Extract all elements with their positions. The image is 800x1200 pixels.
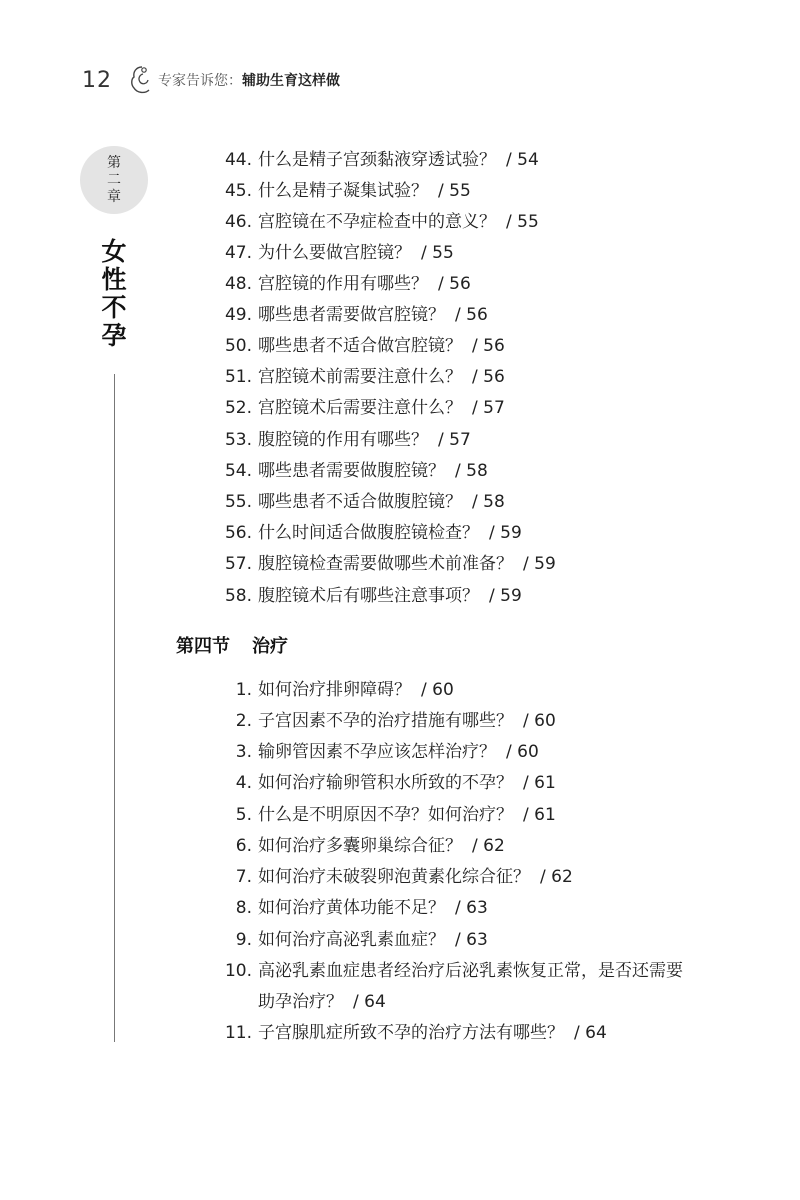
entry-page: / 58 xyxy=(472,492,505,512)
entry-number: 8. xyxy=(235,898,252,918)
section-label: 第四节 xyxy=(176,636,230,657)
entry-text: 如何治疗高泌乳素血症？ xyxy=(258,930,445,950)
chapter-title-char: 女 xyxy=(101,237,127,266)
entry-number: 1. xyxy=(235,680,252,700)
toc-entry[interactable] xyxy=(214,150,539,170)
entry-number: 48. xyxy=(224,274,252,294)
entry-text: 什么是精子宫颈黏液穿透试验？ xyxy=(258,150,496,170)
entry-text: 宫腔镜在不孕症检查中的意义？ xyxy=(258,212,496,232)
book-title: 辅助生育这样做 xyxy=(242,73,340,89)
entry-page: / 55 xyxy=(506,212,539,232)
toc-entry[interactable] xyxy=(214,930,488,950)
entry-text: 腹腔镜的作用有哪些？ xyxy=(258,430,428,450)
entry-page: / 56 xyxy=(438,274,471,294)
toc-entry[interactable] xyxy=(214,1023,607,1043)
entry-text: 如何治疗输卵管积水所致的不孕？ xyxy=(258,773,513,793)
entry-text: 如何治疗多囊卵巢综合征？ xyxy=(258,836,462,856)
entry-page: / 58 xyxy=(455,461,488,481)
entry-text: 宫腔镜的作用有哪些？ xyxy=(258,274,428,294)
chapter-number-char: 第 xyxy=(107,154,121,171)
toc-entry[interactable] xyxy=(214,492,505,512)
toc-entry-continuation[interactable] xyxy=(258,992,386,1012)
toc-entry[interactable] xyxy=(214,305,488,325)
entry-page: / 61 xyxy=(523,805,556,825)
toc-entry[interactable] xyxy=(214,867,573,887)
toc-entry[interactable] xyxy=(214,773,556,793)
entry-number: 57. xyxy=(224,554,252,574)
entry-number: 49. xyxy=(224,305,252,325)
toc-entry[interactable] xyxy=(214,805,556,825)
entry-number: 44. xyxy=(224,150,252,170)
entry-number: 52. xyxy=(224,398,252,418)
chapter-title xyxy=(96,238,132,350)
chapter-number-char: 章 xyxy=(107,188,121,205)
entry-number: 7. xyxy=(235,867,252,887)
entry-number: 9. xyxy=(235,930,252,950)
entry-page: / 60 xyxy=(523,711,556,731)
toc-entry[interactable] xyxy=(214,898,488,918)
entry-page: / 62 xyxy=(472,836,505,856)
entry-number: 55. xyxy=(224,492,252,512)
entry-page: / 56 xyxy=(455,305,488,325)
entry-number: 46. xyxy=(224,212,252,232)
entry-number: 2. xyxy=(235,711,252,731)
entry-number: 5. xyxy=(235,805,252,825)
entry-page: / 62 xyxy=(540,867,573,887)
toc-entry[interactable] xyxy=(214,181,471,201)
entry-text: 哪些患者需要做宫腔镜？ xyxy=(258,305,445,325)
entry-page: / 57 xyxy=(472,398,505,418)
entry-text: 如何治疗黄体功能不足？ xyxy=(258,898,445,918)
section-heading xyxy=(176,632,288,658)
section-name: 治疗 xyxy=(252,636,288,657)
chapter-number-char: 二 xyxy=(107,171,121,188)
page-header xyxy=(82,62,340,98)
toc-entry[interactable] xyxy=(214,742,539,762)
entry-number: 58. xyxy=(224,586,252,606)
entry-text: 宫腔镜术后需要注意什么？ xyxy=(258,398,462,418)
entry-page: / 56 xyxy=(472,367,505,387)
entry-number: 10. xyxy=(224,961,252,981)
entry-page: / 54 xyxy=(506,150,539,170)
chapter-title-char: 性 xyxy=(101,265,127,294)
entry-text: 哪些患者不适合做宫腔镜？ xyxy=(258,336,462,356)
entry-text: 子宫腺肌症所致不孕的治疗方法有哪些？ xyxy=(258,1023,564,1043)
entry-page: / 60 xyxy=(421,680,454,700)
entry-number: 50. xyxy=(224,336,252,356)
chapter-title-char: 不 xyxy=(101,293,127,322)
entry-text: 什么时间适合做腹腔镜检查？ xyxy=(258,523,479,543)
entry-page: / 63 xyxy=(455,898,488,918)
entry-number: 47. xyxy=(224,243,252,263)
entry-number: 6. xyxy=(235,836,252,856)
toc-entry[interactable] xyxy=(214,398,505,418)
entry-page: / 57 xyxy=(438,430,471,450)
toc-entry[interactable] xyxy=(214,336,505,356)
toc-entry[interactable] xyxy=(214,212,539,232)
entry-text: 如何治疗排卵障碍？ xyxy=(258,680,411,700)
entry-number: 53. xyxy=(224,430,252,450)
entry-text: 为什么要做宫腔镜？ xyxy=(258,243,411,263)
entry-page: / 59 xyxy=(489,586,522,606)
chapter-title-char: 孕 xyxy=(101,321,127,350)
toc-entry[interactable] xyxy=(214,367,505,387)
entry-page: / 59 xyxy=(523,554,556,574)
entry-number: 54. xyxy=(224,461,252,481)
entry-page: / 64 xyxy=(353,992,386,1012)
entry-page: / 56 xyxy=(472,336,505,356)
toc-entry[interactable] xyxy=(214,430,471,450)
entry-text: 如何治疗未破裂卵泡黄素化综合征？ xyxy=(258,867,530,887)
entry-number: 11. xyxy=(224,1023,252,1043)
entry-text: 哪些患者需要做腹腔镜？ xyxy=(258,461,445,481)
entry-page: / 59 xyxy=(489,523,522,543)
entry-text: 输卵管因素不孕应该怎样治疗？ xyxy=(258,742,496,762)
entry-text: 腹腔镜检查需要做哪些术前准备？ xyxy=(258,554,513,574)
entry-number: 45. xyxy=(224,181,252,201)
toc-entry[interactable] xyxy=(214,274,471,294)
entry-number: 3. xyxy=(235,742,252,762)
entry-text: 哪些患者不适合做腹腔镜？ xyxy=(258,492,462,512)
entry-number: 51. xyxy=(224,367,252,387)
entry-page: / 60 xyxy=(506,742,539,762)
toc-entry[interactable] xyxy=(214,243,454,263)
entry-page: / 64 xyxy=(574,1023,607,1043)
toc-entry[interactable] xyxy=(214,554,556,574)
entry-page: / 55 xyxy=(421,243,454,263)
entry-page: / 55 xyxy=(438,181,471,201)
entry-text: 什么是精子凝集试验？ xyxy=(258,181,428,201)
series-name: 专家告诉您： xyxy=(158,73,242,89)
entry-number: 4. xyxy=(235,773,252,793)
entry-number: 56. xyxy=(224,523,252,543)
entry-text: 子宫因素不孕的治疗措施有哪些？ xyxy=(258,711,513,731)
toc-entry[interactable] xyxy=(214,680,454,700)
entry-page: / 63 xyxy=(455,930,488,950)
entry-text: 助孕治疗？ xyxy=(258,992,343,1012)
chapter-number-badge xyxy=(80,146,148,214)
chapter-divider-line xyxy=(114,374,115,1042)
page-number: 12 xyxy=(82,67,112,93)
mother-baby-logo-icon xyxy=(128,64,154,96)
entry-page: / 61 xyxy=(523,773,556,793)
entry-text: 什么是不明原因不孕？如何治疗？ xyxy=(258,805,513,825)
entry-text: 宫腔镜术前需要注意什么？ xyxy=(258,367,462,387)
entry-text: 腹腔镜术后有哪些注意事项？ xyxy=(258,586,479,606)
toc-entry[interactable] xyxy=(214,523,522,543)
toc-entry[interactable] xyxy=(214,461,488,481)
toc-entry[interactable] xyxy=(214,586,522,606)
entry-text: 高泌乳素血症患者经治疗后泌乳素恢复正常，是否还需要 xyxy=(258,961,683,981)
toc-entry[interactable] xyxy=(214,711,556,731)
toc-entry[interactable] xyxy=(214,961,683,981)
toc-entry[interactable] xyxy=(214,836,505,856)
